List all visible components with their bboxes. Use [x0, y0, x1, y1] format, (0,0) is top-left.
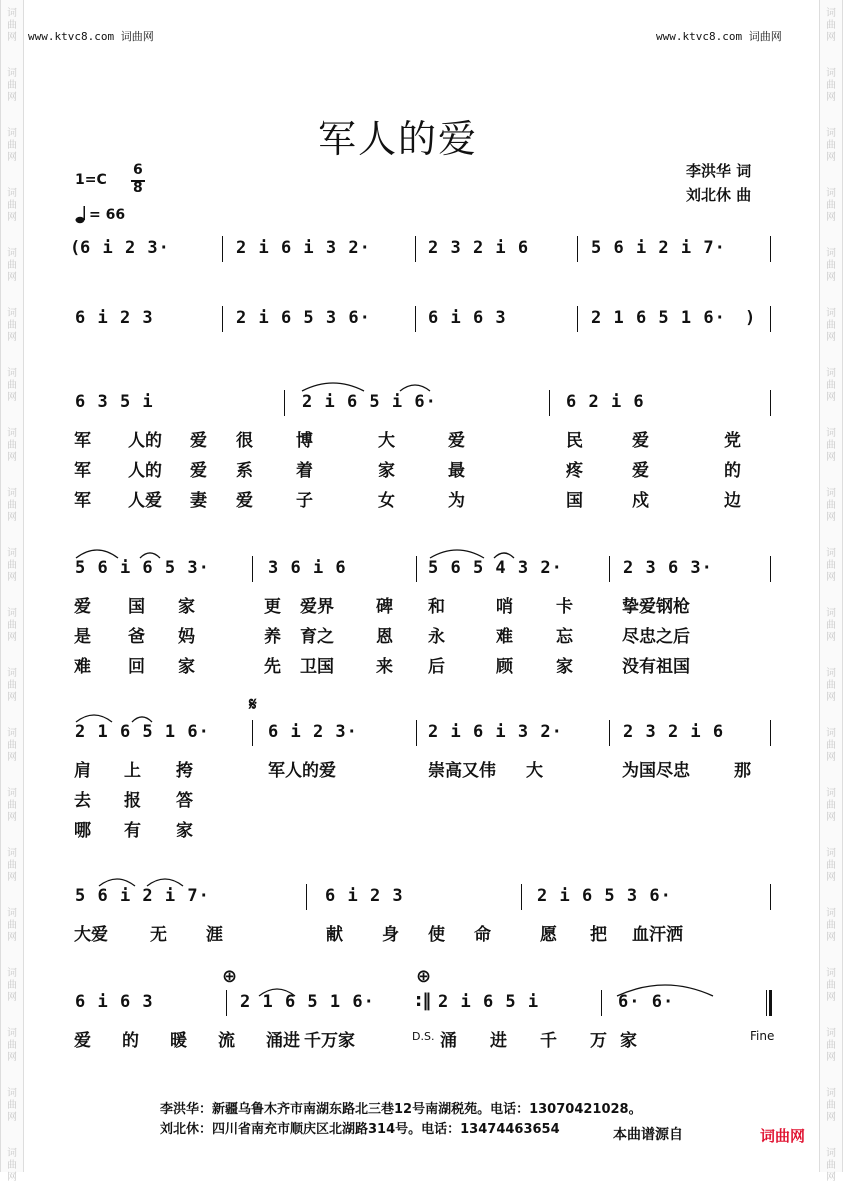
side-watermark-text: 词 曲 网 — [826, 128, 836, 163]
side-watermark-text: 词 曲 网 — [7, 248, 17, 283]
notes-line1-m1: 6 i 2 3· — [80, 238, 170, 258]
barline — [577, 306, 578, 332]
key-signature: 1=C — [75, 172, 107, 188]
barline — [252, 720, 253, 746]
lyric-syllable: 有 — [124, 821, 141, 841]
side-watermark-text: 词 曲 网 — [826, 8, 836, 43]
lyric-syllable: 大爱 — [74, 925, 108, 945]
notes-line7-m4: 6· 6· — [618, 992, 675, 1012]
notes-line6-m1: 5 6 i 2 i 7· — [75, 886, 210, 906]
quarter-note-icon — [75, 205, 89, 225]
brand-logo-text[interactable]: 词曲网 — [760, 1127, 806, 1145]
lyric-syllable: 大 — [526, 761, 543, 781]
notes-line7-m3: 2 i 6 5 i — [438, 992, 540, 1012]
notes-line5-m2: 6 i 2 3· — [268, 722, 358, 742]
composer-credit: 刘北休 曲 — [686, 186, 752, 204]
lyric-syllable: 永 — [428, 627, 445, 647]
side-watermark-text: 词 曲 网 — [826, 968, 836, 1003]
lyric-syllable: 千万家 — [304, 1031, 355, 1051]
side-watermark-text: 词 曲 网 — [7, 548, 17, 583]
right-watermark-strip — [819, 0, 843, 1183]
barline — [601, 990, 602, 1016]
notes-line4-m3: 5 6 5 4 3 2· — [428, 558, 563, 578]
side-watermark-text: 词 曲 网 — [826, 248, 836, 283]
coda-sign: ⊕ — [416, 966, 432, 987]
repeat-sign: :‖ — [415, 990, 432, 1011]
side-watermark-text: 词 曲 网 — [826, 908, 836, 943]
lyric-syllable: 没有祖国 — [622, 657, 690, 677]
lyric-syllable: 妈 — [178, 627, 195, 647]
slur-marks — [298, 373, 448, 393]
side-watermark-text: 词 曲 网 — [826, 68, 836, 103]
segno-sign: 𝄋 — [249, 694, 257, 715]
lyric-syllable: 子 — [296, 491, 313, 511]
source-note: 本曲谱源自 — [613, 1127, 683, 1143]
lyric-syllable: 更 — [264, 597, 281, 617]
lyric-syllable: 暖 — [170, 1031, 187, 1051]
side-watermark-text: 词 曲 网 — [826, 428, 836, 463]
tempo-marking — [75, 204, 125, 225]
side-watermark-text: 词 曲 网 — [826, 608, 836, 643]
barline — [226, 990, 227, 1016]
notes-line5-m1: 2 1 6 5 1 6· — [75, 722, 210, 742]
barline — [770, 720, 771, 746]
lyric-syllable: 回 — [128, 657, 145, 677]
lyric-syllable: 爱 — [236, 491, 253, 511]
notes-line2-m4: 2 1 6 5 1 6· — [591, 308, 726, 328]
notes-line6-m2: 6 i 2 3 — [325, 886, 404, 906]
side-watermark-text: 词 曲 网 — [826, 488, 836, 523]
lyric-syllable: 哨 — [496, 597, 513, 617]
lyric-syllable: 千 — [540, 1031, 557, 1051]
lyric-syllable: 愿 — [540, 925, 557, 945]
lyric-syllable: 挎 — [176, 761, 193, 781]
composer-contact: 刘北休：四川省南充市顺庆区北湖路314号。电话：13474463654 — [160, 1122, 560, 1137]
lyric-syllable: 爱 — [74, 597, 91, 617]
lyric-syllable: 去 — [74, 791, 91, 811]
barline — [222, 306, 223, 332]
side-watermark-text: 词 曲 网 — [7, 128, 17, 163]
barline — [609, 556, 610, 582]
lyric-syllable: 报 — [124, 791, 141, 811]
notes-line1-m3: 2 3 2 i 6 — [428, 238, 530, 258]
lyric-syllable: 难 — [74, 657, 91, 677]
barline — [549, 390, 550, 416]
coda-sign: ⊕ — [222, 966, 238, 987]
notes-line4-m4: 2 3 6 3· — [623, 558, 713, 578]
lyric-syllable: 碑 — [376, 597, 393, 617]
lyric-syllable: 涌 — [440, 1031, 457, 1051]
barline — [222, 236, 223, 262]
side-watermark-text: 词 曲 网 — [826, 368, 836, 403]
lyric-syllable: 血汗洒 — [632, 925, 683, 945]
lyric-syllable: 妻 — [190, 491, 207, 511]
time-signature-top: 6 — [133, 162, 143, 178]
lyric-syllable: 家 — [178, 657, 195, 677]
side-watermark-text: 词 曲 网 — [826, 548, 836, 583]
lyric-syllable: 恩 — [376, 627, 393, 647]
side-watermark-text: 词 曲 网 — [826, 1028, 836, 1063]
side-watermark-text: 词 曲 网 — [7, 968, 17, 1003]
site-url-right[interactable]: www.ktvc8.com 词曲网 — [656, 30, 782, 43]
lyric-syllable: 顾 — [496, 657, 513, 677]
lyric-syllable: 人的 — [128, 461, 162, 481]
lyric-syllable: 爱界 — [300, 597, 334, 617]
barline — [306, 884, 307, 910]
lyric-syllable: 系 — [236, 461, 253, 481]
lyric-syllable: 女 — [378, 491, 395, 511]
side-watermark-text: 词 曲 网 — [7, 428, 17, 463]
notes-line7-m2: 2 1 6 5 1 6· — [240, 992, 375, 1012]
lyric-syllable: 答 — [176, 791, 193, 811]
lyric-syllable: 家 — [556, 657, 573, 677]
ds-marking: D.S. — [412, 1030, 435, 1043]
side-watermark-text: 词 曲 网 — [7, 8, 17, 43]
side-watermark-text: 词 曲 网 — [7, 1028, 17, 1063]
side-watermark-text: 词 曲 网 — [826, 788, 836, 823]
barline — [415, 236, 416, 262]
notes-line2-m2: 2 i 6 5 3 6· — [236, 308, 371, 328]
barline — [416, 720, 417, 746]
final-barline — [766, 990, 772, 1016]
side-watermark-text: 词 曲 网 — [7, 908, 17, 943]
bracket-close: ) — [745, 308, 757, 328]
lyric-syllable: 那 — [734, 761, 751, 781]
notes-line5-m3: 2 i 6 i 3 2· — [428, 722, 563, 742]
side-watermark-text: 词 曲 网 — [826, 1148, 836, 1183]
lyric-syllable: 爱 — [448, 431, 465, 451]
barline — [770, 884, 771, 910]
lyric-syllable: 哪 — [74, 821, 91, 841]
lyricist-credit: 李洪华 词 — [686, 162, 752, 180]
side-watermark-text: 词 曲 网 — [7, 1088, 17, 1123]
lyric-syllable: 万 — [590, 1031, 607, 1051]
lyric-syllable: 上 — [124, 761, 141, 781]
lyric-syllable: 爱 — [74, 1031, 91, 1051]
time-signature-bottom: 8 — [133, 180, 143, 196]
notes-line6-m3: 2 i 6 5 3 6· — [537, 886, 672, 906]
page-title: 军人的爱 — [318, 117, 479, 161]
notes-line2-m3: 6 i 6 3 — [428, 308, 507, 328]
side-watermark-text: 词 曲 网 — [7, 188, 17, 223]
lyric-syllable: 流 — [218, 1031, 235, 1051]
lyric-syllable: 爸 — [128, 627, 145, 647]
lyric-syllable: 党 — [724, 431, 741, 451]
barline — [609, 720, 610, 746]
notes-line1-m4: 5 6 i 2 i 7· — [591, 238, 726, 258]
left-watermark-strip — [0, 0, 24, 1183]
notes-line5-m4: 2 3 2 i 6 — [623, 722, 725, 742]
slur-marks — [95, 868, 205, 888]
slur-marks — [72, 704, 172, 724]
side-watermark-text: 词 曲 网 — [7, 848, 17, 883]
lyric-syllable: 家 — [620, 1031, 637, 1051]
lyric-syllable: 为国尽忠 — [622, 761, 690, 781]
lyric-syllable: 疼 — [566, 461, 583, 481]
lyric-syllable: 戍 — [632, 491, 649, 511]
lyric-syllable: 涌进 — [266, 1031, 300, 1051]
barline — [252, 556, 253, 582]
side-watermark-text: 词 曲 网 — [7, 308, 17, 343]
side-watermark-text: 词 曲 网 — [7, 488, 17, 523]
barline — [521, 884, 522, 910]
side-watermark-text: 词 曲 网 — [7, 368, 17, 403]
lyric-syllable: 最 — [448, 461, 465, 481]
lyric-syllable: 后 — [428, 657, 445, 677]
lyric-syllable: 和 — [428, 597, 445, 617]
barline — [284, 390, 285, 416]
side-watermark-text: 词 曲 网 — [826, 308, 836, 343]
lyric-syllable: 大 — [378, 431, 395, 451]
lyric-syllable: 国 — [566, 491, 583, 511]
lyric-syllable: 的 — [724, 461, 741, 481]
lyric-syllable: 卡 — [556, 597, 573, 617]
lyric-syllable: 爱 — [632, 431, 649, 451]
lyric-syllable: 把 — [590, 925, 607, 945]
lyric-syllable: 爱 — [632, 461, 649, 481]
bracket-open: ( — [70, 238, 82, 258]
side-watermark-text: 词 曲 网 — [826, 668, 836, 703]
lyric-syllable: 的 — [122, 1031, 139, 1051]
lyric-syllable: 崇高又伟 — [428, 761, 496, 781]
lyric-syllable: 家 — [378, 461, 395, 481]
notes-line2-m1: 6 i 2 3 — [75, 308, 154, 328]
lyric-syllable: 肩 — [74, 761, 91, 781]
lyric-syllable: 爱 — [190, 431, 207, 451]
lyric-syllable: 人爱 — [128, 491, 162, 511]
side-watermark-text: 词 曲 网 — [7, 1148, 17, 1183]
barline — [770, 390, 771, 416]
lyric-syllable: 无 — [150, 925, 167, 945]
lyric-syllable: 国 — [128, 597, 145, 617]
notes-line3-m3: 6 2 i 6 — [566, 392, 645, 412]
side-watermark-text: 词 曲 网 — [826, 848, 836, 883]
lyric-syllable: 博 — [296, 431, 313, 451]
barline — [770, 236, 771, 262]
lyric-syllable: 使 — [428, 925, 445, 945]
lyric-syllable: 尽忠之后 — [622, 627, 690, 647]
tempo-value: = 66 — [89, 207, 126, 223]
side-watermark-text: 词 曲 网 — [826, 728, 836, 763]
lyric-syllable: 难 — [496, 627, 513, 647]
lyric-syllable: 很 — [236, 431, 253, 451]
lyric-syllable: 人的 — [128, 431, 162, 451]
lyric-syllable: 命 — [474, 925, 491, 945]
barline — [770, 556, 771, 582]
lyric-syllable: 家 — [178, 597, 195, 617]
lyric-syllable: 卫国 — [300, 657, 334, 677]
side-watermark-text: 词 曲 网 — [826, 188, 836, 223]
lyric-syllable: 民 — [566, 431, 583, 451]
notes-line4-m2: 3 6 i 6 — [268, 558, 347, 578]
lyric-syllable: 来 — [376, 657, 393, 677]
slur-marks — [72, 540, 552, 560]
lyric-syllable: 是 — [74, 627, 91, 647]
lyric-syllable: 为 — [448, 491, 465, 511]
lyric-syllable: 育之 — [300, 627, 334, 647]
notes-line3-m1: 6 3 5 i — [75, 392, 154, 412]
barline — [416, 556, 417, 582]
side-watermark-text: 词 曲 网 — [7, 728, 17, 763]
barline — [770, 306, 771, 332]
lyric-syllable: 挚爱钢枪 — [622, 597, 690, 617]
lyric-syllable: 养 — [264, 627, 281, 647]
lyric-syllable: 爱 — [190, 461, 207, 481]
lyric-syllable: 军人的爱 — [268, 761, 336, 781]
lyric-syllable: 进 — [490, 1031, 507, 1051]
barline — [415, 306, 416, 332]
fine-marking: Fine — [750, 1029, 775, 1043]
side-watermark-text: 词 曲 网 — [826, 1088, 836, 1123]
lyric-syllable: 涯 — [206, 925, 223, 945]
barline — [577, 236, 578, 262]
side-watermark-text: 词 曲 网 — [7, 788, 17, 823]
lyricist-contact: 李洪华：新疆乌鲁木齐市南湖东路北三巷12号南湖税苑。电话：13070421028。 — [160, 1102, 642, 1117]
lyric-syllable: 军 — [74, 461, 91, 481]
lyric-syllable: 着 — [296, 461, 313, 481]
lyric-syllable: 忘 — [556, 627, 573, 647]
site-url-left[interactable]: www.ktvc8.com 词曲网 — [28, 30, 154, 43]
notes-line3-m2: 2 i 6 5 i 6· — [302, 392, 437, 412]
lyric-syllable: 献 — [326, 925, 343, 945]
lyric-syllable: 边 — [724, 491, 741, 511]
notes-line7-m1: 6 i 6 3 — [75, 992, 154, 1012]
side-watermark-text: 词 曲 网 — [7, 608, 17, 643]
side-watermark-text: 词 曲 网 — [7, 68, 17, 103]
lyric-syllable: 军 — [74, 491, 91, 511]
lyric-syllable: 家 — [176, 821, 193, 841]
notes-line1-m2: 2 i 6 i 3 2· — [236, 238, 371, 258]
lyric-syllable: 身 — [382, 925, 399, 945]
lyric-syllable: 先 — [264, 657, 281, 677]
notes-line4-m1: 5 6 i 6 5 3· — [75, 558, 210, 578]
side-watermark-text: 词 曲 网 — [7, 668, 17, 703]
lyric-syllable: 军 — [74, 431, 91, 451]
